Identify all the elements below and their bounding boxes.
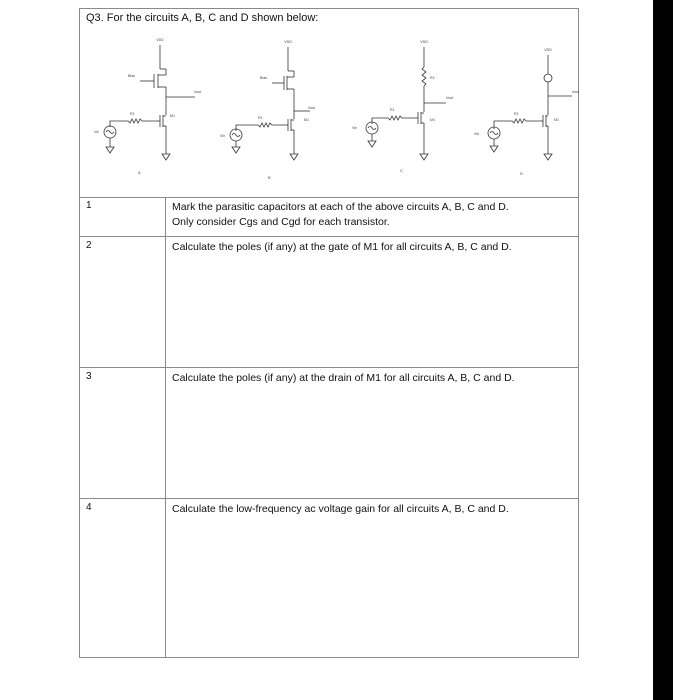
circuit-b-r1: R1 xyxy=(258,116,263,120)
row-text xyxy=(172,371,572,386)
circuit-c-r2: R2 xyxy=(430,76,435,80)
circuit-c-m1: M1 xyxy=(430,118,435,122)
row-text-line: Only consider Cgs and Cgd for each transistor. xyxy=(172,216,390,228)
circuit-a-label: A xyxy=(138,170,141,175)
circuit-b-vdd: VDD xyxy=(284,40,292,44)
circuit-c-label: C xyxy=(400,168,403,173)
circuit-c-vdd: VDD xyxy=(420,40,428,44)
circuit-d-label: D xyxy=(520,171,523,176)
circuit-c-vin: Vin xyxy=(352,126,358,130)
question-sheet xyxy=(79,8,579,658)
question-header xyxy=(80,9,578,198)
circuit-a-vout: Vout xyxy=(194,90,202,94)
circuit-a xyxy=(104,45,195,160)
circuit-c-r1: R1 xyxy=(390,108,395,112)
circuit-d-r1: R1 xyxy=(514,112,519,116)
question-row-3 xyxy=(80,368,578,499)
circuit-b xyxy=(230,47,310,160)
column-divider xyxy=(165,237,166,367)
row-text-line: Calculate the poles (if any) at the drain of M1 for all circuits A, B, C and D. xyxy=(172,372,515,384)
row-text-line: Calculate the low-frequency ac voltage gain for all circuits A, B, C and D. xyxy=(172,503,509,515)
question-row-2 xyxy=(80,237,578,368)
row-number: 2 xyxy=(86,240,92,251)
circuit-d-vout: Vout xyxy=(572,90,580,94)
circuit-d-m1: M1 xyxy=(554,118,559,122)
circuit-a-m1: M1 xyxy=(170,114,175,118)
row-text xyxy=(172,240,572,255)
viewer-edge-bar xyxy=(653,0,673,700)
column-divider xyxy=(165,197,166,236)
circuit-b-vin: Vin xyxy=(220,134,226,138)
circuit-c-vout: Vout xyxy=(446,96,454,100)
row-number: 3 xyxy=(86,371,92,382)
circuit-d xyxy=(488,55,572,160)
circuit-c xyxy=(366,47,446,160)
row-text xyxy=(172,502,572,517)
circuit-b-bias: Bias xyxy=(260,76,267,80)
question-title: Q3. For the circuits A, B, C and D shown below: xyxy=(86,12,319,24)
row-text-line: Mark the parasitic capacitors at each of the above circuits A, B, C and D. xyxy=(172,201,509,213)
circuit-a-vin: Vin xyxy=(94,130,100,134)
circuit-b-label: B xyxy=(268,175,271,180)
circuit-a-vdd: VDD xyxy=(156,38,164,42)
row-number: 4 xyxy=(86,502,92,513)
question-row-1 xyxy=(80,197,578,237)
circuit-d-vdd: VDD xyxy=(544,48,552,52)
question-row-4 xyxy=(80,499,578,657)
circuit-d-vin: Vin xyxy=(474,132,480,136)
row-text xyxy=(172,200,572,230)
row-text-line: Calculate the poles (if any) at the gate of M1 for all circuits A, B, C and D. xyxy=(172,241,512,253)
circuits-figure xyxy=(80,29,578,195)
circuit-b-m1: M1 xyxy=(304,118,309,122)
row-number: 1 xyxy=(86,200,92,211)
column-divider xyxy=(165,499,166,657)
circuit-a-bias: Bias xyxy=(128,74,135,78)
circuit-a-r1: R1 xyxy=(130,112,135,116)
column-divider xyxy=(165,368,166,498)
circuit-b-vout: Vout xyxy=(308,106,316,110)
